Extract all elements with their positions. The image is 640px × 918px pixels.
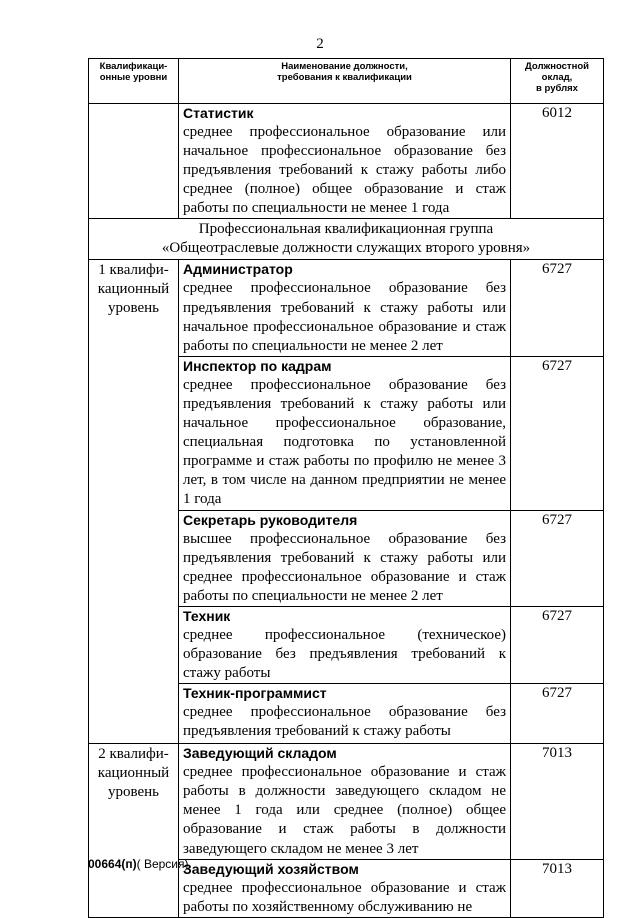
salary-cell: 6727 [511,606,604,683]
document-footer [88,857,189,871]
document-version: ( Версия) [136,857,189,871]
position-requirements: среднее профессиональное образование без предъявления требований к стажу работы или начальное профессиональное образование и стаж работы по специальности не менее 2 лет [183,280,506,354]
level-cell: 2 квалифи- кационный уровень [89,744,179,918]
position-title: Техник [183,607,231,624]
salary-cell: 6012 [511,104,604,219]
qualification-table [88,58,604,918]
table-header-row [89,59,604,104]
position-title: Администратор [183,261,293,278]
salary-cell: 7013 [511,744,604,859]
group-title: Профессиональная квалификационная группа «Общеотраслевые должности служащих второго уровня» [89,219,604,260]
position-requirements: среднее профессиональное образование без предъявления требований к стажу работы [183,704,506,740]
position-cell [179,684,511,744]
position-requirements: среднее профессиональное образование и стаж работы в должности заведующего складом не менее 1 года или среднее (полное) общее образование и стаж работы в должности заведующего складом не менее 3 лет [183,764,506,857]
salary-cell: 6727 [511,510,604,606]
position-title: Инспектор по кадрам [183,357,332,374]
header-position: Наименование должности, требования к квалификации [179,59,511,104]
position-cell [179,510,511,606]
position-title: Секретарь руководителя [183,511,358,528]
position-title: Техник-программист [183,685,327,702]
page-number: 2 [316,36,324,52]
salary-cell: 6727 [511,260,604,356]
level-cell: 1 квалифи- кационный уровень [89,260,179,744]
position-title: Заведующий хозяйством [183,860,359,877]
salary-cell: 7013 [511,859,604,917]
position-cell [179,606,511,683]
position-cell [179,356,511,510]
position-cell [179,104,511,219]
position-cell [179,260,511,356]
header-salary: Должностной оклад, в рублях [511,59,604,104]
group-row [89,219,604,260]
table-row [89,260,604,356]
header-level: Квалификаци- онные уровни [89,59,179,104]
table-row [89,104,604,219]
position-title: Заведующий складом [183,745,337,762]
position-requirements: среднее профессиональное (техническое) образование без предъявления требований к стажу работы [183,626,506,682]
position-requirements: высшее профессиональное образование без предъявления требований к стажу работы или среднее профессиональное образование и стаж работы по специальности не менее 2 лет [183,530,506,604]
level-cell [89,104,179,219]
position-title: Статистик [183,105,254,121]
table-row [89,744,604,859]
position-cell [179,744,511,859]
position-requirements: среднее профессиональное образование без предъявления требований к стажу работы или начальное профессиональное образование, специальная подготовка по установленной программе и стаж работы по профилю не менее 3 лет, в том числе на данном предприятии не менее 1 года [183,376,506,508]
position-requirements: среднее профессиональное образование и стаж работы по хозяйственному обслуживанию не [183,879,506,915]
salary-cell: 6727 [511,684,604,744]
document-code: 00664(п) [88,857,137,871]
position-requirements: среднее профессиональное образование или начальное профессиональное образование без предъявления требований к стажу работы либо среднее (полное) общее образование и стаж работы по специальности не менее 1 года [183,124,506,217]
salary-cell: 6727 [511,356,604,510]
position-cell [179,859,511,917]
